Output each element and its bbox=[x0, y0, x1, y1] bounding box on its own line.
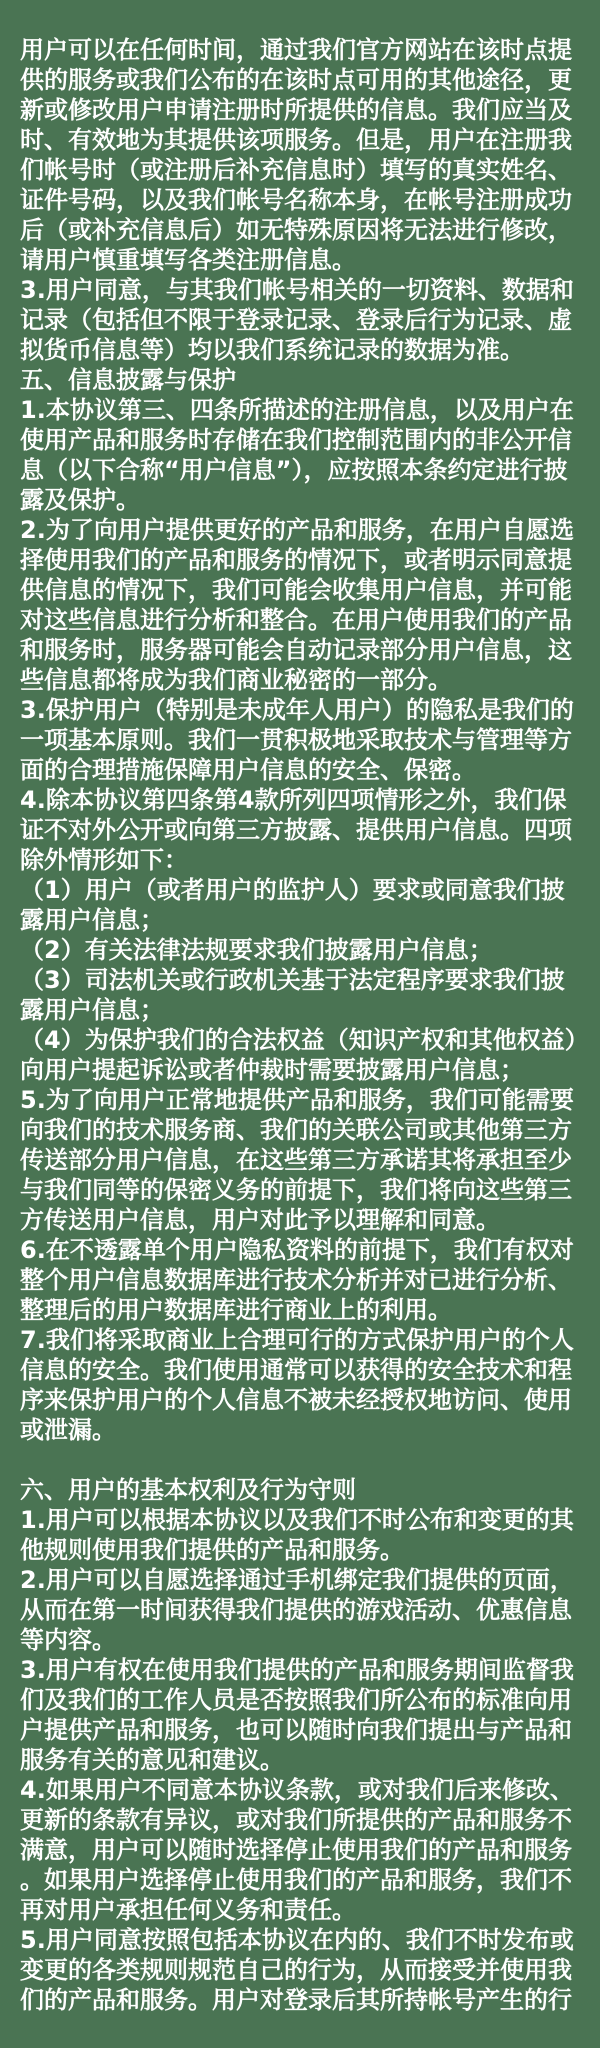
paragraph: 4.如果用户不同意本协议条款，或对我们后来修改、更新的条款有异议，或对我们所提供的产品和服务不满意，用户可以随时选择停止使用我们的产品和服务。如果用户选择停止使用我们的产品和服务，我们不再对用户承担任何义务和责任。 bbox=[20, 1776, 574, 1924]
paragraph: 2.为了向用户提供更好的产品和服务，在用户自愿选择使用我们的产品和服务的情况下，或者明示同意提供信息的情况下，我们可能会收集用户信息，并可能对这些信息进行分析和整合。在用户使用我们的产品和服务时，服务器可能会自动记录部分用户信息，这些信息都将成为我们商业秘密的一部分。 bbox=[20, 516, 574, 694]
paragraph: 3.用户有权在使用我们提供的产品和服务期间监督我们及我们的工作人员是否按照我们所公布的标准向用户提供产品和服务，也可以随时向我们提出与产品和服务有关的意见和建议。 bbox=[20, 1656, 574, 1774]
paragraph: 3.用户同意，与其我们帐号相关的一切资料、数据和记录（包括但不限于登录记录、登录后行为记录、虚拟货币信息等）均以我们系统记录的数据为准。 bbox=[20, 276, 574, 364]
paragraph: 7.我们将采取商业上合理可行的方式保护用户的个人信息的安全。我们使用通常可以获得的安全技术和程序来保护用户的个人信息不被未经授权地访问、使用或泄漏。 bbox=[20, 1326, 574, 1444]
blank-line bbox=[20, 1445, 580, 1475]
paragraph: 3.保护用户（特别是未成年人用户）的隐私是我们的一项基本原则。我们一贯积极地采取技术与管理等方面的合理措施保障用户信息的安全、保密。 bbox=[20, 696, 574, 784]
paragraph: （1）用户（或者用户的监护人）要求或同意我们披露用户信息； bbox=[20, 876, 565, 934]
paragraph: 2.用户可以自愿选择通过手机绑定我们提供的页面，从而在第一时间获得我们提供的游戏活动、优惠信息等内容。 bbox=[20, 1566, 574, 1654]
paragraph: 1.用户可以根据本协议以及我们不时公布和变更的其他规则使用我们提供的产品和服务。 bbox=[20, 1506, 574, 1564]
paragraph: 用户可以在任何时间，通过我们官方网站在该时点提供的服务或我们公布的在该时点可用的其他途径，更新或修改用户申请注册时所提供的信息。我们应当及时、有效地为其提供该项服务。但是，用户在注册我们帐号时（或注册后补充信息时）填写的真实姓名、证件号码，以及我们帐号名称本身，在帐号注册成功后（或补充信息后）如无特殊原因将无法进行修改，请用户慎重填写各类注册信息。 bbox=[20, 36, 572, 274]
paragraph: 1.本协议第三、四条所描述的注册信息，以及用户在使用产品和服务时存储在我们控制范围内的非公开信息（以下合称“用户信息”），应按照本条约定进行披露及保护。 bbox=[20, 396, 574, 514]
paragraph: 6.在不透露单个用户隐私资料的前提下，我们有权对整个用户信息数据库进行技术分析并对已进行分析、整理后的用户数据库进行商业上的利用。 bbox=[20, 1236, 574, 1324]
paragraph: （3）司法机关或行政机关基于法定程序要求我们披露用户信息； bbox=[20, 966, 565, 1024]
paragraph: 4.除本协议第四条第4款所列四项情形之外，我们保证不对外公开或向第三方披露、提供用户信息。四项除外情形如下： bbox=[20, 786, 572, 874]
paragraph: （4）为保护我们的合法权益（知识产权和其他权益）向用户提起诉讼或者仲裁时需要披露用户信息； bbox=[20, 1026, 577, 1084]
paragraph: 5.用户同意按照包括本协议在内的、我们不时发布或变更的各类规则规范自己的行为，从而接受并使用我们的产品和服务。用户对登录后其所持帐号产生的行 bbox=[20, 1926, 574, 2014]
paragraph: （2）有关法律法规要求我们披露用户信息； bbox=[20, 936, 493, 964]
paragraph: 5.为了向用户正常地提供产品和服务，我们可能需要向我们的技术服务商、我们的关联公司或其他第三方传送部分用户信息，在这些第三方承诺其将承担至少与我们同等的保密义务的前提下，我们将向这些第三方传送用户信息，用户对此予以理解和同意。 bbox=[20, 1086, 574, 1234]
paragraph: 六、用户的基本权利及行为守则 bbox=[20, 1476, 356, 1504]
paragraph: 五、信息披露与保护 bbox=[20, 366, 236, 394]
